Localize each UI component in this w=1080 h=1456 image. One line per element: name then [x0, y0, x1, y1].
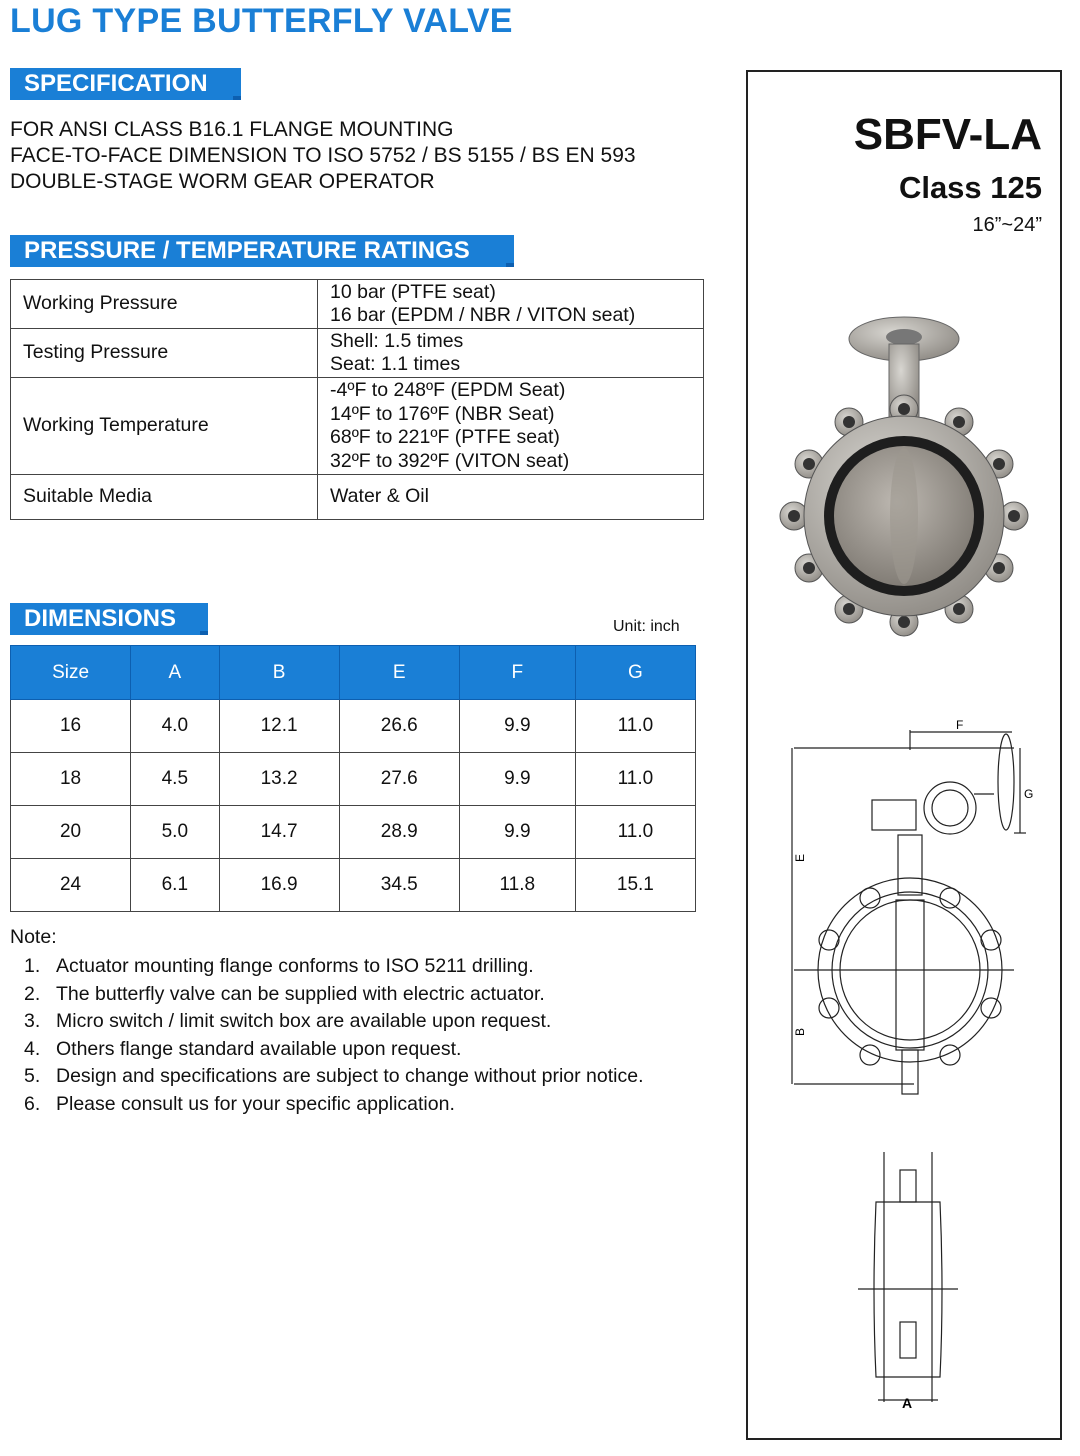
column-header: A	[131, 646, 219, 700]
table-cell: 16	[11, 700, 131, 753]
rating-value	[318, 378, 704, 475]
table-cell: 27.6	[339, 753, 459, 806]
valve-photo	[774, 304, 1034, 649]
note-text: Please consult us for your specific application.	[56, 1092, 455, 1115]
rating-value-line: Seat: 1.1 times	[330, 353, 461, 375]
table-cell: 9.9	[459, 700, 575, 753]
rating-label: Working Temperature	[11, 378, 318, 475]
product-panel	[746, 70, 1062, 1440]
spec-line: FACE-TO-FACE DIMENSION TO ISO 5752 / BS 5155 / BS EN 593	[10, 144, 636, 167]
table-cell: 11.0	[575, 806, 695, 859]
list-item	[24, 1036, 644, 1064]
column-header: G	[575, 646, 695, 700]
note-number: 4.	[24, 1037, 41, 1060]
rating-value-line: 16 bar (EPDM / NBR / VITON seat)	[330, 304, 636, 326]
table-cell: 34.5	[339, 859, 459, 912]
rating-value-line: 68ºF to 221ºF (PTFE seat)	[330, 426, 560, 448]
table-cell: 13.2	[219, 753, 339, 806]
table-cell: 9.9	[459, 753, 575, 806]
column-header: F	[459, 646, 575, 700]
section-title: DIMENSIONS	[24, 605, 177, 632]
dimensions-table	[10, 645, 696, 912]
section-title: PRESSURE / TEMPERATURE RATINGS	[24, 237, 470, 264]
table-row	[11, 378, 704, 475]
table-cell: 15.1	[575, 859, 695, 912]
table-cell: 6.1	[131, 859, 219, 912]
column-header: E	[339, 646, 459, 700]
dimension-label-a: A	[902, 1395, 913, 1411]
table-cell: 5.0	[131, 806, 219, 859]
table-cell: 11.8	[459, 859, 575, 912]
specification-list	[10, 117, 636, 195]
table-cell: 18	[11, 753, 131, 806]
rating-label: Suitable Media	[11, 475, 318, 520]
list-item	[24, 1063, 644, 1091]
note-text: Others flange standard available upon request.	[56, 1037, 462, 1060]
table-cell: 14.7	[219, 806, 339, 859]
side-view-drawing	[848, 1152, 968, 1412]
pressure-class: Class 125	[898, 170, 1042, 205]
list-item	[24, 953, 644, 981]
table-cell: 20	[11, 806, 131, 859]
notes-heading: Note:	[10, 926, 57, 948]
rating-value	[318, 280, 704, 329]
list-item	[24, 981, 644, 1009]
table-cell: 28.9	[339, 806, 459, 859]
table-cell: 11.0	[575, 753, 695, 806]
table-row	[11, 806, 696, 859]
table-row	[11, 475, 704, 520]
section-header-ratings	[10, 235, 514, 267]
front-view-drawing	[774, 720, 1044, 1105]
page-title: LUG TYPE BUTTERFLY VALVE	[10, 2, 513, 40]
table-cell: 11.0	[575, 700, 695, 753]
dimension-label-g: G	[1024, 787, 1034, 801]
size-range: 16”~24”	[972, 214, 1042, 236]
note-number: 3.	[24, 1010, 41, 1032]
dimension-label-f: F	[956, 720, 964, 732]
table-cell: 24	[11, 859, 131, 912]
column-header: B	[219, 646, 339, 700]
unit-label: Unit: inch	[613, 618, 680, 635]
spec-line: DOUBLE-STAGE WORM GEAR OPERATOR	[10, 170, 435, 193]
column-header: Size	[11, 646, 131, 700]
rating-value-line: Shell: 1.5 times	[330, 329, 464, 352]
rating-value-line: 14ºF to 176ºF (NBR Seat)	[330, 402, 555, 425]
rating-value-line: -4ºF to 248ºF (EPDM Seat)	[330, 379, 566, 401]
rating-label: Testing Pressure	[11, 329, 318, 378]
table-cell: 4.0	[131, 700, 219, 753]
note-number: 2.	[24, 982, 41, 1005]
table-cell: 16.9	[219, 859, 339, 912]
rating-value	[318, 475, 704, 520]
rating-value-line: 10 bar (PTFE seat)	[330, 280, 496, 303]
table-cell: 4.5	[131, 753, 219, 806]
table-row	[11, 859, 696, 912]
table-cell: 9.9	[459, 806, 575, 859]
table-cell: 26.6	[339, 700, 459, 753]
note-text: Design and specifications are subject to change without prior notice.	[56, 1065, 644, 1087]
table-cell: 12.1	[219, 700, 339, 753]
section-header-specification	[10, 68, 241, 100]
note-number: 5.	[24, 1065, 41, 1087]
rating-label: Working Pressure	[11, 280, 318, 329]
table-row	[11, 280, 704, 329]
table-header-row	[11, 646, 696, 700]
table-row	[11, 329, 704, 378]
list-item	[24, 1008, 644, 1036]
section-title: SPECIFICATION	[24, 70, 208, 97]
table-row	[11, 700, 696, 753]
dimension-label-e: E	[793, 853, 807, 862]
rating-value	[318, 329, 704, 378]
note-text: The butterfly valve can be supplied with electric actuator.	[56, 982, 545, 1005]
note-number: 6.	[24, 1092, 41, 1115]
ratings-table	[10, 279, 704, 520]
model-number: SBFV-LA	[853, 110, 1042, 159]
note-text: Micro switch / limit switch box are available upon request.	[56, 1010, 552, 1032]
rating-value-line: Water & Oil	[330, 485, 429, 508]
rating-value-line: 32ºF to 392ºF (VITON seat)	[330, 449, 570, 472]
notes-list	[24, 953, 644, 1118]
note-text: Actuator mounting flange conforms to ISO 5211 drilling.	[56, 955, 534, 977]
spec-line: FOR ANSI CLASS B16.1 FLANGE MOUNTING	[10, 118, 454, 141]
note-number: 1.	[24, 955, 41, 977]
list-item	[24, 1091, 644, 1119]
dimension-label-b: B	[793, 1027, 807, 1036]
section-header-dimensions	[10, 603, 208, 635]
table-row	[11, 753, 696, 806]
